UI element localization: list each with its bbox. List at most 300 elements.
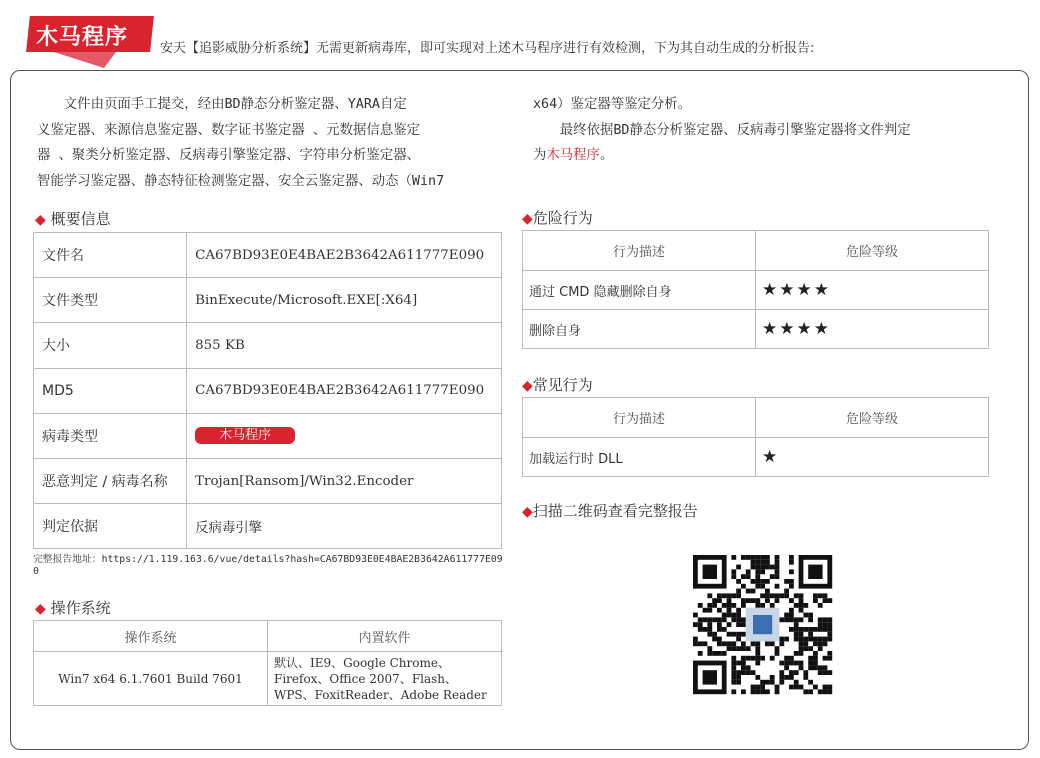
summary-row (34, 413, 502, 458)
qr-module (803, 641, 808, 646)
qr-finder-center (703, 670, 717, 684)
qr-module (823, 622, 828, 627)
qr-module (760, 680, 765, 685)
qr-module (717, 598, 722, 603)
summary-row (34, 323, 502, 368)
qr-module (784, 637, 789, 642)
qr-module (741, 646, 746, 651)
summary-table (33, 232, 502, 549)
danger-level-stars: ★ (756, 438, 989, 477)
qr-module (741, 555, 746, 560)
qr-module (741, 661, 746, 666)
qr-module (722, 641, 727, 646)
qr-module (794, 685, 799, 690)
qr-module (731, 670, 736, 675)
qr-module (823, 593, 828, 598)
qr-module (818, 617, 823, 622)
common-table (522, 397, 989, 477)
danger-col-level: 危险等级 (756, 231, 989, 271)
qr-module (789, 584, 794, 589)
behavior-desc: 加载运行时 DLL (523, 438, 756, 477)
qr-module (799, 598, 804, 603)
qr-module (727, 622, 732, 627)
qr-module (751, 685, 756, 690)
qr-module (799, 608, 804, 613)
qr-module (775, 598, 780, 603)
qr-module (784, 665, 789, 670)
summary-row (34, 504, 502, 549)
diamond-icon: ◆ (35, 212, 46, 228)
qr-module (731, 641, 736, 646)
qr-module (794, 632, 799, 637)
qr-module (794, 603, 799, 608)
qr-module (698, 651, 703, 656)
qr-module (789, 579, 794, 584)
summary-key: 文件类型 (34, 278, 187, 323)
qr-module (784, 661, 789, 666)
summary-value: 反病毒引擎 (187, 504, 502, 549)
summary-value: Trojan[Ransom]/Win32.Encoder (187, 458, 502, 503)
qr-module (818, 627, 823, 632)
qr-module (827, 656, 832, 661)
qr-module (736, 670, 741, 675)
qr-module (703, 608, 708, 613)
qr-module (799, 617, 804, 622)
qr-module (818, 593, 823, 598)
qr-module (731, 646, 736, 651)
desc-line-4: 智能学习鉴定器、静态特征检测鉴定器、安全云鉴定器、动态（Win7 (37, 173, 445, 189)
qr-module (823, 617, 828, 622)
qr-module (736, 579, 741, 584)
qr-module (784, 589, 789, 594)
qr-module (751, 641, 756, 646)
os-col-system: 操作系统 (34, 621, 268, 652)
qr-module (827, 670, 832, 675)
qr-module (707, 617, 712, 622)
qr-module (755, 641, 760, 646)
qr-module (746, 598, 751, 603)
diamond-icon: ◆ (522, 504, 533, 520)
summary-key: 恶意判定 / 病毒名称 (34, 458, 187, 503)
qr-module (784, 656, 789, 661)
qr-module (751, 656, 756, 661)
qr-module (736, 632, 741, 637)
summary-title-text: 概要信息 (50, 210, 111, 228)
desc-line-3: 器 、聚类分析鉴定器、反病毒引擎鉴定器、字符串分析鉴定器、 (37, 148, 420, 163)
danger-title (522, 207, 593, 228)
qr-module (727, 608, 732, 613)
qr-module (736, 617, 741, 622)
qr-module (789, 675, 794, 680)
qr-module (760, 569, 765, 574)
qr-module (746, 656, 751, 661)
qr-module (712, 598, 717, 603)
qr-module (823, 685, 828, 690)
desc-line-7 (533, 143, 1003, 169)
qr-module (751, 598, 756, 603)
qr-module (731, 675, 736, 680)
os-title (35, 597, 111, 618)
qr-module (803, 627, 808, 632)
danger-level-stars: ★★★★ (756, 310, 989, 349)
qr-module (731, 661, 736, 666)
qr-module (727, 613, 732, 618)
qr-module (717, 608, 722, 613)
qr-module (751, 555, 756, 560)
qr-module (731, 613, 736, 618)
qr-module (789, 555, 794, 560)
qr-module (770, 675, 775, 680)
os-table (33, 620, 502, 706)
danger-col-desc: 行为描述 (523, 231, 756, 271)
qr-module (727, 603, 732, 608)
qr-module (746, 589, 751, 594)
qr-module (823, 637, 828, 642)
qr-module (765, 593, 770, 598)
qr-module (775, 689, 780, 694)
qr-module (712, 651, 717, 656)
qr-module (760, 579, 765, 584)
summary-key: MD5 (34, 368, 187, 413)
qr-module (818, 637, 823, 642)
qr-module (731, 665, 736, 670)
qr-module (789, 656, 794, 661)
qr-module (736, 613, 741, 618)
qr-module (755, 656, 760, 661)
qr-module (755, 598, 760, 603)
qr-module (784, 579, 789, 584)
summary-value: 855 KB (187, 323, 502, 368)
qr-module (741, 656, 746, 661)
danger-level-stars: ★★★★ (756, 271, 989, 310)
qr-module (770, 603, 775, 608)
qr-module (751, 579, 756, 584)
qr-module (823, 641, 828, 646)
qr-module (760, 565, 765, 570)
qr-module (823, 689, 828, 694)
qr-module (755, 579, 760, 584)
desc-line-7-prefix: 为 (533, 148, 547, 163)
qr-module (808, 665, 813, 670)
qr-module (760, 584, 765, 589)
qr-module (736, 675, 741, 680)
qr-module (813, 685, 818, 690)
qr-module (755, 685, 760, 690)
qr-logo-mark (753, 615, 772, 634)
os-software-value: 默认、IE9、Google Chrome、Firefox、Office 2007、Flash、WPS、FoxitReader、Adobe Reader (268, 652, 502, 706)
qr-module (731, 680, 736, 685)
report-url[interactable]: 完整报告地址：https://1.119.163.6/vue/details?hash=CA67BD93E0E4BAE2B3642A611777E090 (33, 554, 503, 577)
qr-module (717, 593, 722, 598)
qr-module (827, 689, 832, 694)
qr-module (799, 685, 804, 690)
qr-module (799, 627, 804, 632)
qr-module (746, 665, 751, 670)
qr-module (808, 689, 813, 694)
qr-module (760, 689, 765, 694)
qr-module (803, 670, 808, 675)
qr-module (775, 584, 780, 589)
qr-module (746, 555, 751, 560)
qr-title-text: 扫描二维码查看完整报告 (532, 502, 698, 520)
qr-module (765, 680, 770, 685)
qr-module (794, 627, 799, 632)
qr-module (789, 661, 794, 666)
qr-module (779, 641, 784, 646)
desc-line-2: 义鉴定器、来源信息鉴定器、数字证书鉴定器 、元数据信息鉴定 (37, 122, 420, 138)
qr-module (789, 608, 794, 613)
qr-module (693, 622, 698, 627)
qr-module (818, 641, 823, 646)
qr-title (522, 500, 698, 521)
behavior-row (523, 310, 989, 349)
qr-module (717, 622, 722, 627)
qr-module (827, 632, 832, 637)
qr-module (775, 593, 780, 598)
qr-module (813, 656, 818, 661)
qr-module (794, 661, 799, 666)
desc-line-1: 文件由页面手工提交，经由BD静态分析鉴定器、YARA自定 (63, 97, 407, 112)
verdict-text: 木马程序 (546, 148, 600, 163)
qr-module (827, 651, 832, 656)
qr-module (727, 632, 732, 637)
qr-module (775, 555, 780, 560)
qr-module (799, 593, 804, 598)
qr-module (717, 627, 722, 632)
qr-module (746, 646, 751, 651)
qr-module (803, 603, 808, 608)
qr-code[interactable] (693, 555, 836, 696)
qr-module (818, 665, 823, 670)
qr-module (731, 603, 736, 608)
qr-module (789, 670, 794, 675)
behavior-row (523, 271, 989, 310)
qr-module (707, 632, 712, 637)
qr-module (775, 574, 780, 579)
qr-module (779, 675, 784, 680)
qr-module (741, 665, 746, 670)
qr-module (707, 608, 712, 613)
qr-module (808, 617, 813, 622)
qr-module (813, 637, 818, 642)
qr-module (818, 603, 823, 608)
description-left (37, 92, 507, 194)
qr-module (775, 685, 780, 690)
qr-module (813, 641, 818, 646)
qr-module (736, 622, 741, 627)
qr-module (741, 689, 746, 694)
qr-module (722, 627, 727, 632)
desc-line-7-suffix: 。 (599, 148, 614, 163)
qr-module (770, 574, 775, 579)
qr-module (731, 656, 736, 661)
qr-module (827, 622, 832, 627)
qr-module (770, 641, 775, 646)
summary-row (34, 233, 502, 278)
qr-module (784, 617, 789, 622)
qr-module (755, 560, 760, 565)
diamond-icon: ◆ (522, 211, 533, 227)
qr-module (765, 579, 770, 584)
qr-module (760, 685, 765, 690)
qr-module (698, 622, 703, 627)
qr-module (731, 574, 736, 579)
qr-module (698, 603, 703, 608)
qr-module (784, 675, 789, 680)
qr-module (736, 680, 741, 685)
qr-module (779, 637, 784, 642)
qr-module (707, 646, 712, 651)
qr-module (803, 637, 808, 642)
qr-module (813, 598, 818, 603)
behavior-row (523, 438, 989, 477)
qr-module (799, 603, 804, 608)
qr-module (827, 637, 832, 642)
qr-module (794, 680, 799, 685)
qr-module (741, 632, 746, 637)
qr-module (789, 613, 794, 618)
qr-module (755, 555, 760, 560)
qr-module (707, 627, 712, 632)
qr-module (760, 656, 765, 661)
qr-module (755, 646, 760, 651)
summary-title (35, 208, 111, 229)
qr-module (703, 641, 708, 646)
qr-module (765, 689, 770, 694)
os-col-software: 内置软件 (268, 621, 502, 652)
os-system-value: Win7 x64 6.1.7601 Build 7601 (34, 652, 268, 706)
summary-key: 大小 (34, 323, 187, 368)
qr-module (722, 617, 727, 622)
qr-module (698, 641, 703, 646)
qr-module (755, 574, 760, 579)
summary-value: BinExecute/Microsoft.EXE[:X64] (187, 278, 502, 323)
qr-module (770, 593, 775, 598)
danger-table (522, 230, 989, 349)
qr-module (823, 665, 828, 670)
qr-module (789, 627, 794, 632)
qr-module (712, 632, 717, 637)
qr-module (736, 608, 741, 613)
qr-module (727, 641, 732, 646)
qr-module (751, 560, 756, 565)
qr-module (765, 589, 770, 594)
qr-module (803, 646, 808, 651)
qr-module (813, 651, 818, 656)
qr-module (722, 593, 727, 598)
qr-module (755, 689, 760, 694)
qr-module (794, 617, 799, 622)
qr-module (736, 646, 741, 651)
qr-module (803, 675, 808, 680)
qr-module (736, 589, 741, 594)
qr-module (731, 689, 736, 694)
common-col-desc: 行为描述 (523, 398, 756, 438)
qr-module (755, 565, 760, 570)
qr-module (717, 641, 722, 646)
qr-module (765, 641, 770, 646)
qr-module (803, 613, 808, 618)
qr-module (799, 646, 804, 651)
qr-module (746, 574, 751, 579)
tag-fold (54, 52, 116, 68)
qr-module (779, 670, 784, 675)
qr-module (731, 593, 736, 598)
common-col-level: 危险等级 (756, 398, 989, 438)
summary-value: CA67BD93E0E4BAE2B3642A611777E090 (187, 233, 502, 278)
qr-module (823, 598, 828, 603)
qr-module (794, 651, 799, 656)
qr-module (731, 632, 736, 637)
qr-module (794, 637, 799, 642)
qr-module (741, 584, 746, 589)
qr-module (760, 560, 765, 565)
qr-module (808, 661, 813, 666)
virus-type-badge: 木马程序 (195, 427, 295, 444)
qr-module (698, 617, 703, 622)
qr-module (707, 593, 712, 598)
qr-module (779, 661, 784, 666)
qr-module (818, 622, 823, 627)
qr-module (755, 584, 760, 589)
qr-module (808, 632, 813, 637)
qr-module (741, 617, 746, 622)
qr-module (808, 637, 813, 642)
qr-module (808, 656, 813, 661)
trojan-tag (28, 16, 152, 62)
qr-module (818, 646, 823, 651)
qr-module (789, 598, 794, 603)
danger-title-text: 危险行为 (532, 209, 593, 227)
qr-module (707, 651, 712, 656)
qr-module (779, 617, 784, 622)
qr-module (799, 632, 804, 637)
intro-text: 安天【追影威胁分析系统】无需更新病毒库，即可实现对上述木马程序进行有效检测，下为其自动生成的分析报告: (160, 41, 815, 56)
diamond-icon: ◆ (522, 378, 533, 394)
qr-module (770, 656, 775, 661)
qr-module (823, 656, 828, 661)
qr-code-graphic (693, 555, 836, 696)
qr-module (717, 651, 722, 656)
qr-module (707, 603, 712, 608)
qr-module (751, 670, 756, 675)
qr-module (784, 593, 789, 598)
qr-module (741, 641, 746, 646)
qr-module (823, 627, 828, 632)
qr-module (827, 685, 832, 690)
behavior-desc: 通过 CMD 隐藏删除自身 (523, 271, 756, 310)
qr-module (755, 651, 760, 656)
qr-module (813, 627, 818, 632)
qr-module (731, 555, 736, 560)
summary-value (187, 413, 502, 458)
qr-module (736, 565, 741, 570)
qr-module (775, 651, 780, 656)
qr-module (736, 637, 741, 642)
qr-finder-center (703, 565, 717, 579)
qr-module (799, 637, 804, 642)
qr-module (779, 680, 784, 685)
qr-module (808, 646, 813, 651)
qr-module (818, 689, 823, 694)
qr-module (703, 627, 708, 632)
common-title (522, 374, 593, 395)
qr-module (741, 598, 746, 603)
qr-module (727, 598, 732, 603)
qr-module (731, 617, 736, 622)
qr-module (775, 569, 780, 574)
desc-line-5: x64）鉴定器等鉴定分析。 (533, 97, 692, 112)
